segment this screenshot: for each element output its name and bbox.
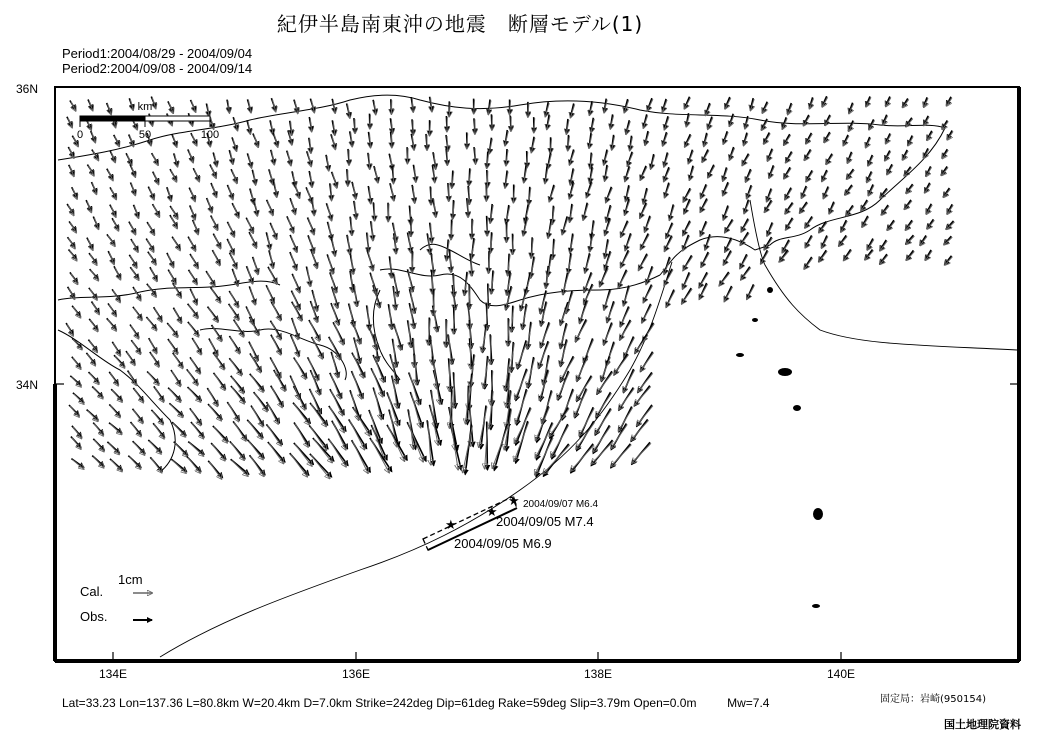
calculated-vector — [492, 115, 493, 130]
event-label-m74: 2004/09/05 M7.4 — [496, 514, 594, 529]
calculated-vector — [370, 115, 371, 129]
fault-parameters: Lat=33.23 Lon=137.36 L=80.8km W=20.4km D=7.0km Strike=242deg Dip=61deg Rake=59deg Slip=3.79m Open=0.0m — [62, 696, 697, 710]
source-credit: 国土地理院資料 — [944, 718, 1021, 731]
legend-obs-label: Obs. — [80, 609, 108, 624]
calculated-vector — [331, 184, 332, 200]
calculated-vector — [368, 234, 369, 253]
event-label-m69: 2004/09/05 M6.9 — [454, 536, 552, 551]
calculated-vector — [450, 251, 451, 272]
legend-cal-label: Cal. — [80, 584, 104, 599]
scale-tick-100: 100 — [200, 129, 220, 141]
calculated-vector — [487, 217, 488, 236]
lon-label-134e: 134E — [98, 667, 128, 681]
fixed-station-note: 固定局：岩崎(950154) — [880, 694, 986, 705]
lon-label-140e: 140E — [826, 667, 856, 681]
period1-label: Period1:2004/08/29 - 2004/09/04 — [62, 46, 253, 61]
calculated-vector — [447, 117, 448, 132]
fault-parameters-line — [62, 696, 769, 710]
moment-magnitude: Mw=7.4 — [727, 696, 770, 710]
lat-label-34n: 34N — [16, 378, 39, 392]
calculated-vector — [475, 148, 476, 164]
lon-label-136e: 136E — [341, 667, 371, 681]
scale-tick-50: 50 — [138, 129, 152, 141]
event-label-m64: 2004/09/07 M6.4 — [523, 499, 599, 510]
period2-label: Period2:2004/09/08 - 2004/09/14 — [62, 61, 253, 76]
scale-unit: km — [137, 101, 153, 113]
lon-label-138e: 138E — [583, 667, 613, 681]
lat-label-36n: 36N — [16, 82, 39, 96]
epicenter-star-m74: ★ — [486, 505, 498, 520]
epicenter-star-m64: ★ — [508, 494, 520, 509]
map-frame — [55, 87, 1019, 661]
legend-reference: 1cm — [118, 572, 143, 587]
epicenter-star-m69: ★ — [445, 518, 457, 533]
scale-tick-0: 0 — [76, 129, 84, 141]
calculated-vector — [407, 148, 408, 163]
map-title: 紀伊半島南東沖の地震 断層モデル(1) — [276, 12, 644, 36]
calculated-vector — [351, 218, 352, 236]
